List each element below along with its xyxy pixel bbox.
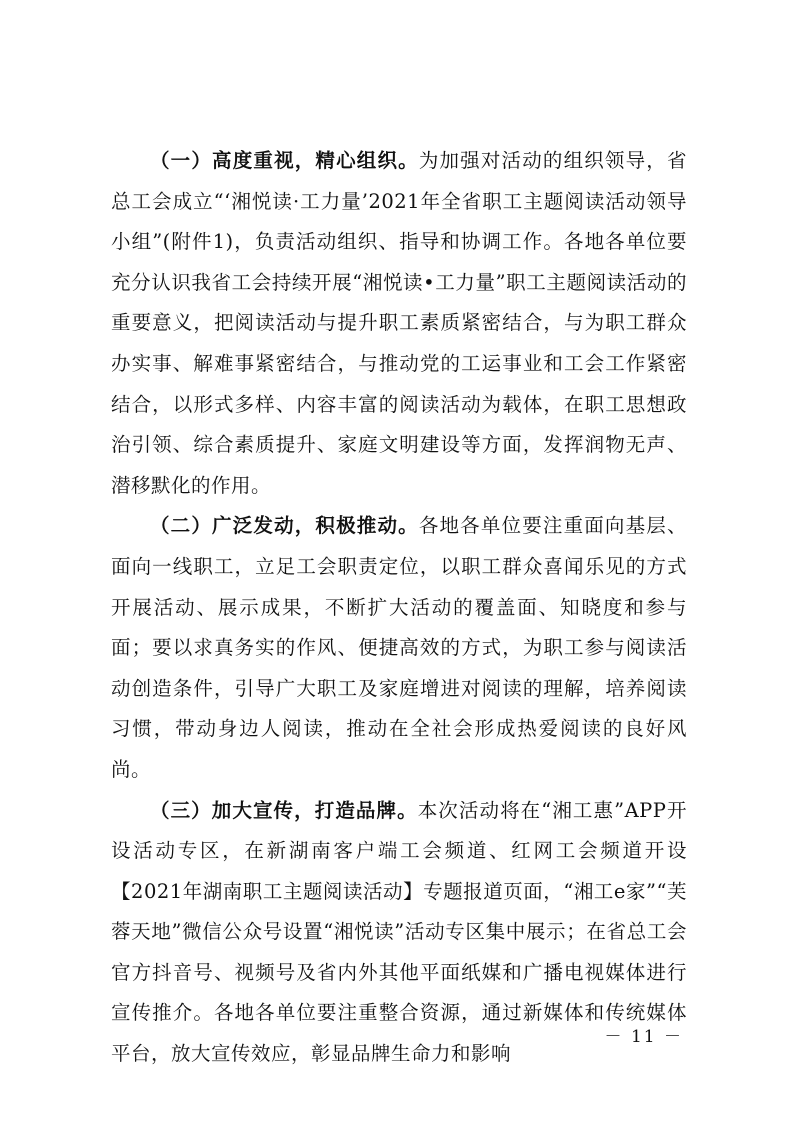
page-number: － 11 －	[604, 1027, 683, 1047]
paragraph-1-text: 为加强对活动的组织领导，省总工会成立“‘湘悦读·工力量’2021年全省职工主题阅读活动领导小组”(附件1)，负责活动组织、指导和协调工作。各地各单位要充分认识我省工会持续开展“湘悦读•工力量”职工主题阅读活动的重要意义，把阅读活动与提升职工素质紧密结合，与为职工群众办实事、解难事紧密结合，与推动党的工运事业和工会工作紧密结合，以形式多样、内容丰富的阅读活动为载体，在职工思想政治引领、综合素质提升、家庭文明建设等方面，发挥润物无声、潜移默化的作用。	[111, 149, 687, 497]
document-body	[111, 141, 687, 1075]
paragraph-3-text: 本次活动将在“湘工惠”APP开设活动专区，在新湖南客户端工会频道、红网工会频道开设【2021年湖南职工主题阅读活动】专题报道页面，“湘工e家”“芙蓉天地”微信公众号设置“湘悦读”活动专区集中展示；在省总工会官方抖音号、视频号及省内外其他平面纸媒和广播电视媒体进行宣传推介。各地各单位要注重整合资源，通过新媒体和传统媒体平台，放大宣传效应，彰显品牌生命力和影响	[111, 798, 687, 1066]
paragraph-1	[111, 141, 687, 506]
paragraph-1-heading: （一）高度重视，精心组织。	[150, 149, 419, 172]
paragraph-3	[111, 791, 687, 1075]
paragraph-2	[111, 506, 687, 790]
paragraph-2-text: 各地各单位要注重面向基层、面向一线职工，立足工会职责定位，以职工群众喜闻乐见的方式开展活动、展示成果，不断扩大活动的覆盖面、知晓度和参与面；要以求真务实的作风、便捷高效的方式，为职工参与阅读活动创造条件，引导广大职工及家庭增进对阅读的理解，培养阅读习惯，带动身边人阅读，推动在全社会形成热爱阅读的良好风尚。	[111, 514, 687, 781]
paragraph-3-heading: （三）加大宣传，打造品牌。	[150, 798, 418, 822]
paragraph-2-heading: （二）广泛发动，积极推动。	[150, 514, 419, 538]
